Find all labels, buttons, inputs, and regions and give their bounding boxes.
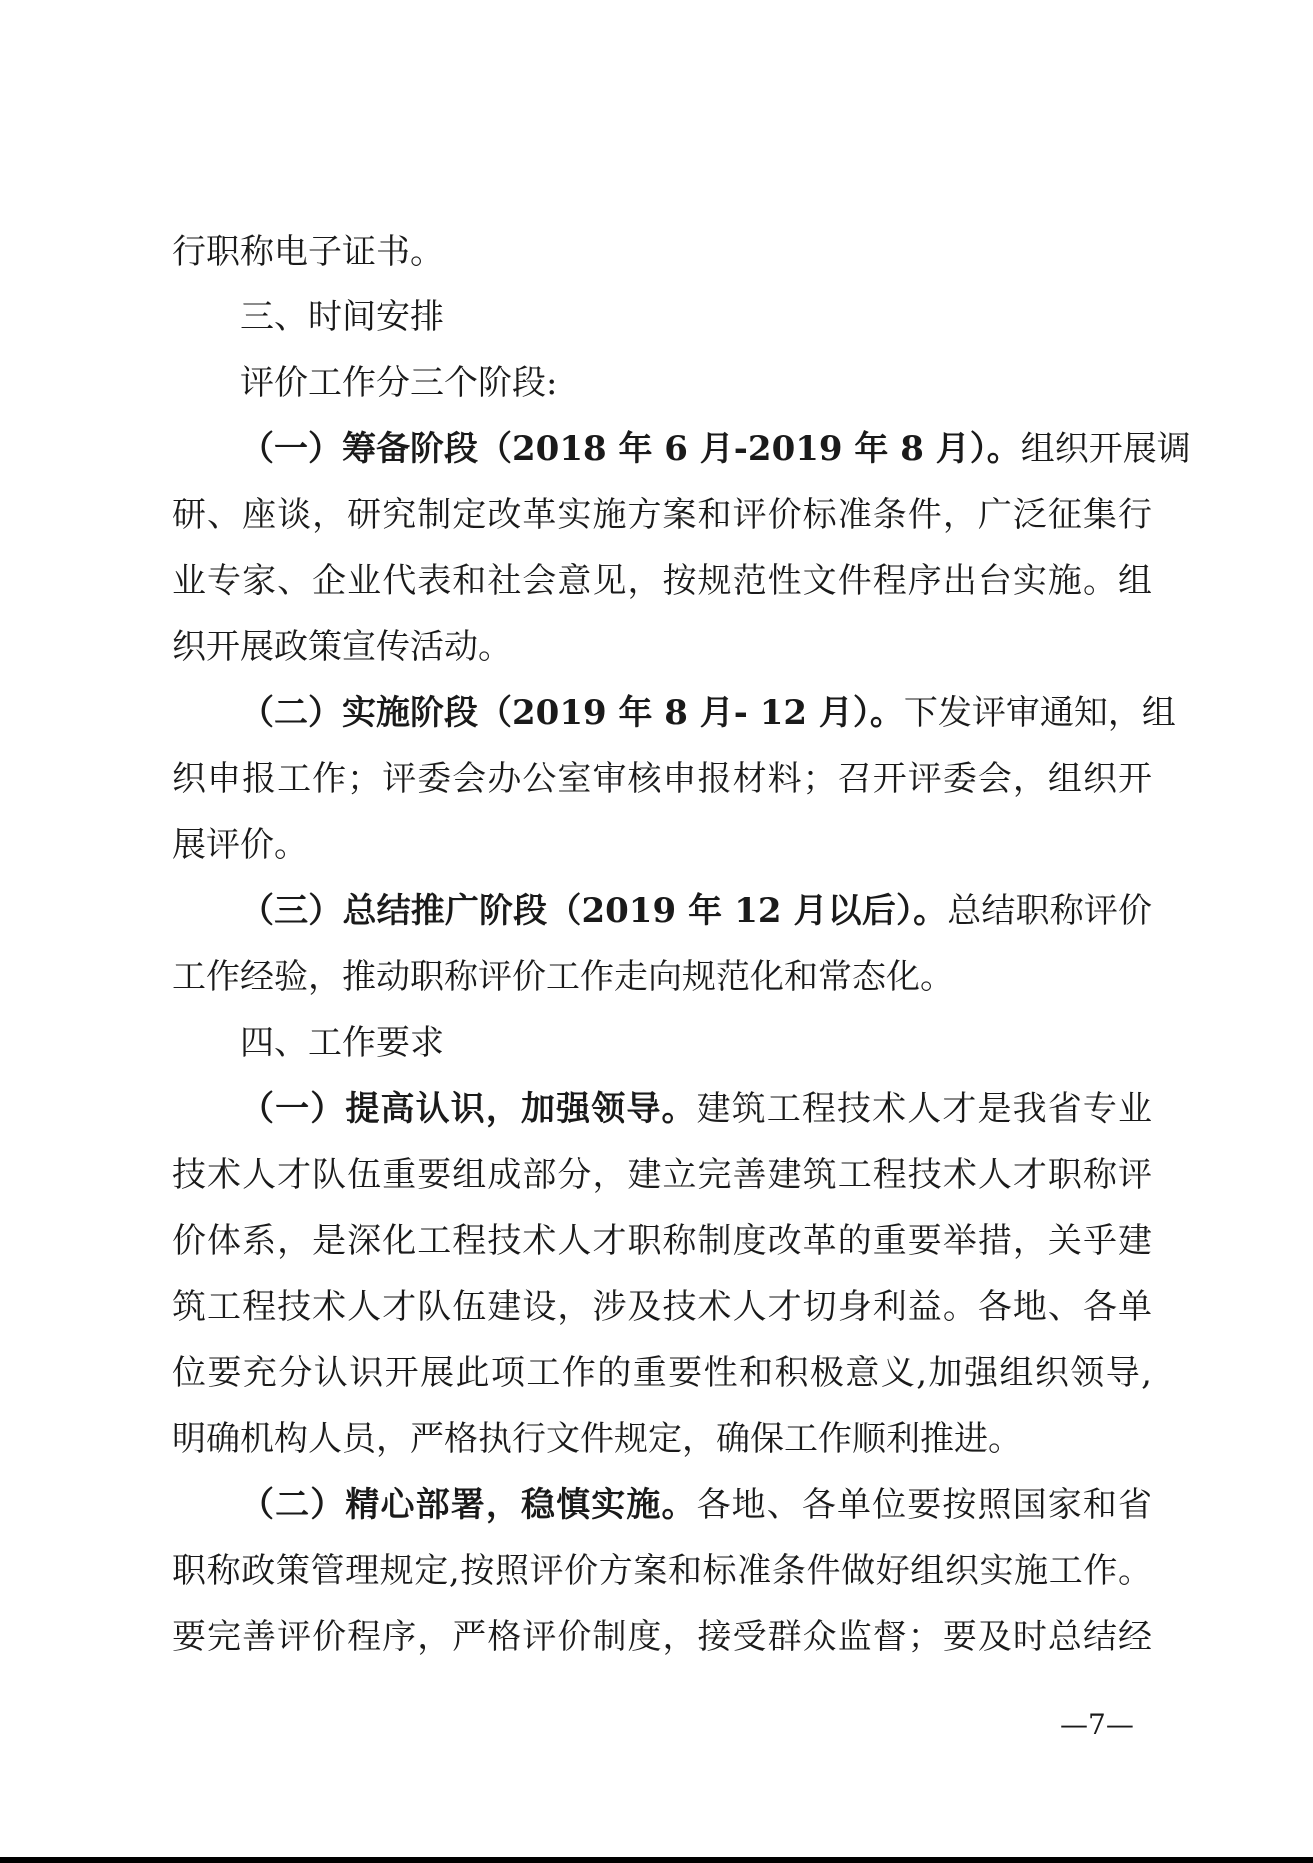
paragraph-first-line: （一）筹备阶段（2018 年 6 月-2019 年 8 月）。组织开展调	[240, 429, 1191, 469]
body-line: 展评价。	[172, 825, 308, 865]
section-heading: 三、时间安排	[240, 297, 444, 337]
body-line: 要完善评价程序，严格评价制度，接受群众监督；要及时总结经	[172, 1617, 1152, 1657]
page-bottom-border	[0, 1857, 1313, 1863]
paragraph-first-line: （二）实施阶段（2019 年 8 月- 12 月）。下发评审通知，组	[240, 693, 1176, 733]
body-line: 织开展政策宣传活动。	[172, 627, 512, 667]
page-number: —7—	[1060, 1708, 1134, 1741]
body-line: 技术人才队伍重要组成部分，建立完善建筑工程技术人才职称评	[172, 1155, 1152, 1195]
paragraph-first-line: （一）提高认识，加强领导。建筑工程技术人才是我省专业	[240, 1089, 1153, 1129]
body-line: 价体系，是深化工程技术人才职称制度改革的重要举措，关乎建	[172, 1221, 1152, 1261]
body-line: 筑工程技术人才队伍建设，涉及技术人才切身利益。各地、各单	[172, 1287, 1152, 1327]
paragraph-first-line: （三）总结推广阶段（2019 年 12 月以后）。总结职称评价	[240, 891, 1153, 931]
body-line: 行职称电子证书。	[172, 232, 444, 272]
bold-lead: （二）精心部署，稳慎实施。	[240, 1485, 697, 1525]
body-line: 位要充分认识开展此项工作的重要性和积极意义,加强组织领导,	[172, 1353, 1152, 1393]
paragraph-first-line: （二）精心部署，稳慎实施。各地、各单位要按照国家和省	[240, 1485, 1153, 1525]
body-line: 工作经验，推动职称评价工作走向规范化和常态化。	[172, 957, 954, 997]
bold-lead: （一）提高认识，加强领导。	[240, 1089, 697, 1129]
bold-lead: （二）实施阶段（2019 年 8 月- 12 月）。	[240, 693, 904, 733]
section-heading: 四、工作要求	[240, 1023, 444, 1063]
body-line: 明确机构人员，严格执行文件规定，确保工作顺利推进。	[172, 1419, 1022, 1459]
bold-lead: （一）筹备阶段（2018 年 6 月-2019 年 8 月）。	[240, 429, 1021, 469]
body-line: 评价工作分三个阶段:	[240, 363, 558, 403]
body-line: 业专家、企业代表和社会意见，按规范性文件程序出台实施。组	[172, 561, 1152, 601]
body-line: 职称政策管理规定,按照评价方案和标准条件做好组织实施工作。	[172, 1551, 1152, 1591]
body-line: 织申报工作；评委会办公室审核申报材料；召开评委会，组织开	[172, 759, 1152, 799]
body-line: 研、座谈，研究制定改革实施方案和评价标准条件，广泛征集行	[172, 495, 1152, 535]
bold-lead: （三）总结推广阶段（2019 年 12 月以后）。	[240, 891, 948, 931]
